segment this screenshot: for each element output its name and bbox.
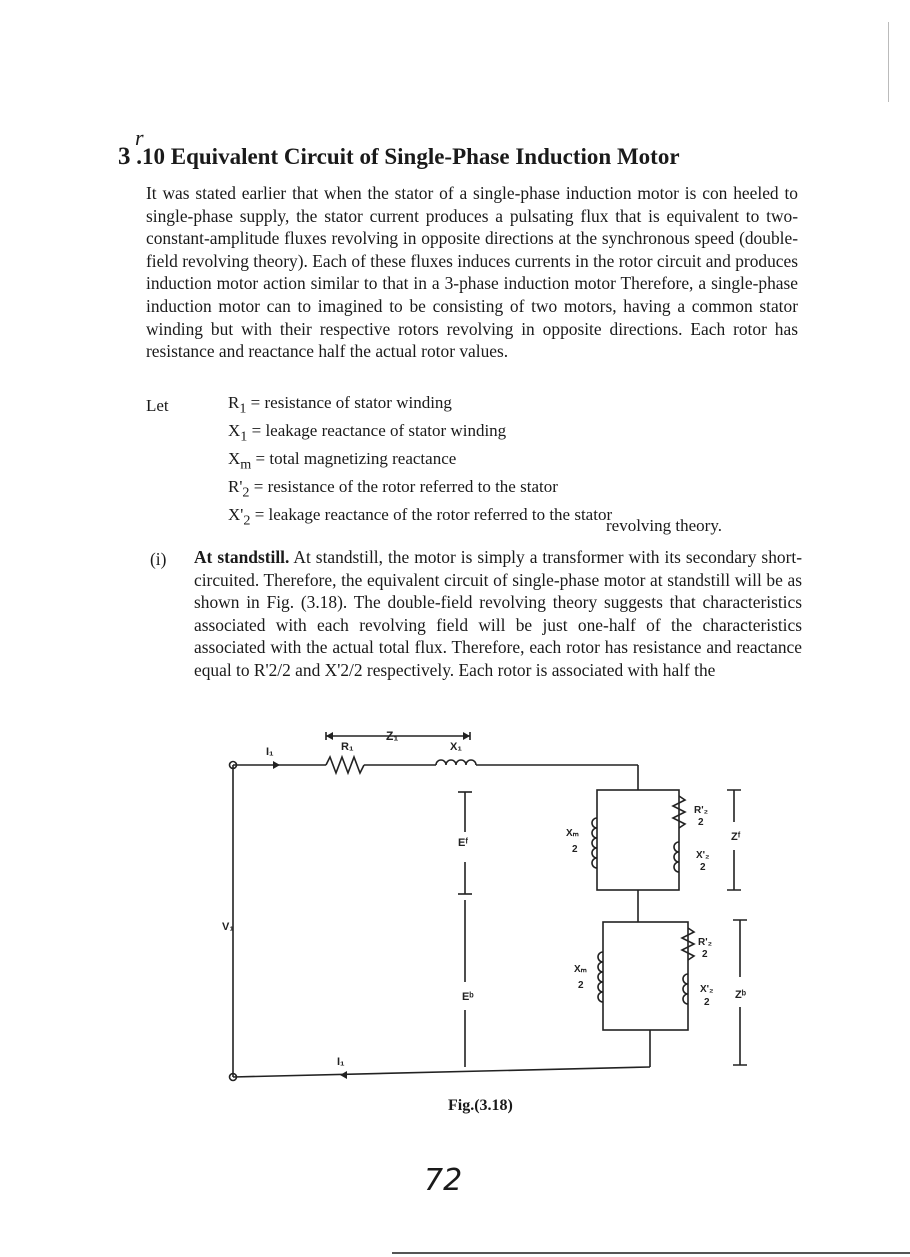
forward-r2-label: R'₂ — [694, 805, 709, 816]
item-text: At standstill, the motor is simply a transformer with its secondary short-circuited. Therefore, the equivalent circuit of single-phase motor at standstill will be as shown in Fig. (3.18). The double-field revolving theory suggests that characteristics associated with each revolving field will be just one-half of the characteristics associated with the actual total flux. Therefore, each rotor has resistance and reactance equal to R'2/2 and X'2/2 respectively. Each rotor is associated with half the — [194, 547, 802, 680]
section-heading — [118, 143, 680, 171]
backward-r2-label: R'₂ — [698, 937, 713, 948]
backward-r2-denominator: 2 — [702, 949, 708, 960]
page-number: 72 — [424, 1163, 463, 1198]
item-standstill — [194, 546, 802, 682]
intro-paragraph: It was stated earlier that when the stator of a single-phase induction motor is con heeled to single-phase supply, the stator current produces a pulsating flux that is equivalent to two-constant-amplitude fluxes revolving in opposite directions at the synchronous speed (double-field revolving theory). Each of these fluxes induces currents in the rotor circuit and produces induction motor action similar to that in a 3-phase induction motor Therefore, a single-phase induction motor can to imagined to be consisting of two motors, having a common stator winding but with their respective rotors revolving in opposite directions. Each rotor has resistance and reactance half the actual rotor values. — [146, 183, 798, 362]
i1-top-label: I₁ — [266, 746, 274, 758]
item-title: At standstill. — [194, 547, 290, 567]
v1-label: V₁ — [222, 921, 234, 933]
figure-caption: Fig.(3.18) — [448, 1097, 513, 1114]
bottom-wire — [233, 1067, 650, 1077]
backward-x2-denominator: 2 — [704, 997, 710, 1008]
section-title: .10 Equivalent Circuit of Single-Phase Induction Motor — [136, 144, 680, 169]
z1-label: Z₁ — [386, 729, 399, 743]
i1-top-arrow — [273, 761, 280, 769]
definition-r2: $R'_2$ = resistance of the rotor referred to the stator — [228, 476, 558, 501]
scan-edge-line — [888, 22, 889, 102]
forward-x2-label: X'₂ — [696, 850, 710, 861]
definition-x2: $X'_2$ = leakage reactance of the rotor referred to the stator — [228, 504, 613, 528]
zb-label: Zᵇ — [735, 989, 747, 1001]
x1-label: X₁ — [450, 741, 462, 753]
forward-xm-denominator: 2 — [572, 844, 578, 855]
handwritten-mark: r — [135, 125, 144, 150]
backward-x2-label: X'₂ — [700, 984, 714, 995]
bottom-rule — [392, 1252, 910, 1254]
i1-bottom-arrow — [340, 1071, 347, 1079]
definitions-list — [228, 392, 612, 531]
let-label: Let — [146, 396, 169, 415]
forward-block-frame — [597, 790, 679, 890]
i1-bottom-label: I₁ — [337, 1056, 345, 1068]
ef-label: Eᶠ — [458, 837, 469, 849]
definition-r1: $R_1$ = resistance of stator winding — [228, 393, 452, 417]
eb-label: Eᵇ — [462, 991, 474, 1003]
forward-r2-denominator: 2 — [698, 817, 704, 828]
r1-label: R₁ — [341, 741, 354, 753]
r1-resistor — [326, 757, 364, 773]
backward-block-frame — [603, 922, 688, 1030]
forward-x2-denominator: 2 — [700, 862, 706, 873]
backward-xm-denominator: 2 — [578, 980, 584, 991]
definition-x1: $X_1$ = leakage reactance of stator winding — [228, 420, 507, 445]
backward-xm-label: Xₘ — [574, 964, 587, 975]
section-number: 3 — [118, 143, 131, 170]
x1-inductor — [436, 760, 476, 765]
zf-label: Zᶠ — [731, 831, 741, 843]
equivalent-circuit-diagram — [200, 722, 770, 1092]
definition-xm: $X_m$ = total magnetizing reactance — [228, 448, 457, 473]
item-number: (i) — [150, 549, 167, 569]
forward-xm-label: Xₘ — [566, 828, 579, 839]
stray-text: revolving theory. — [606, 516, 722, 535]
